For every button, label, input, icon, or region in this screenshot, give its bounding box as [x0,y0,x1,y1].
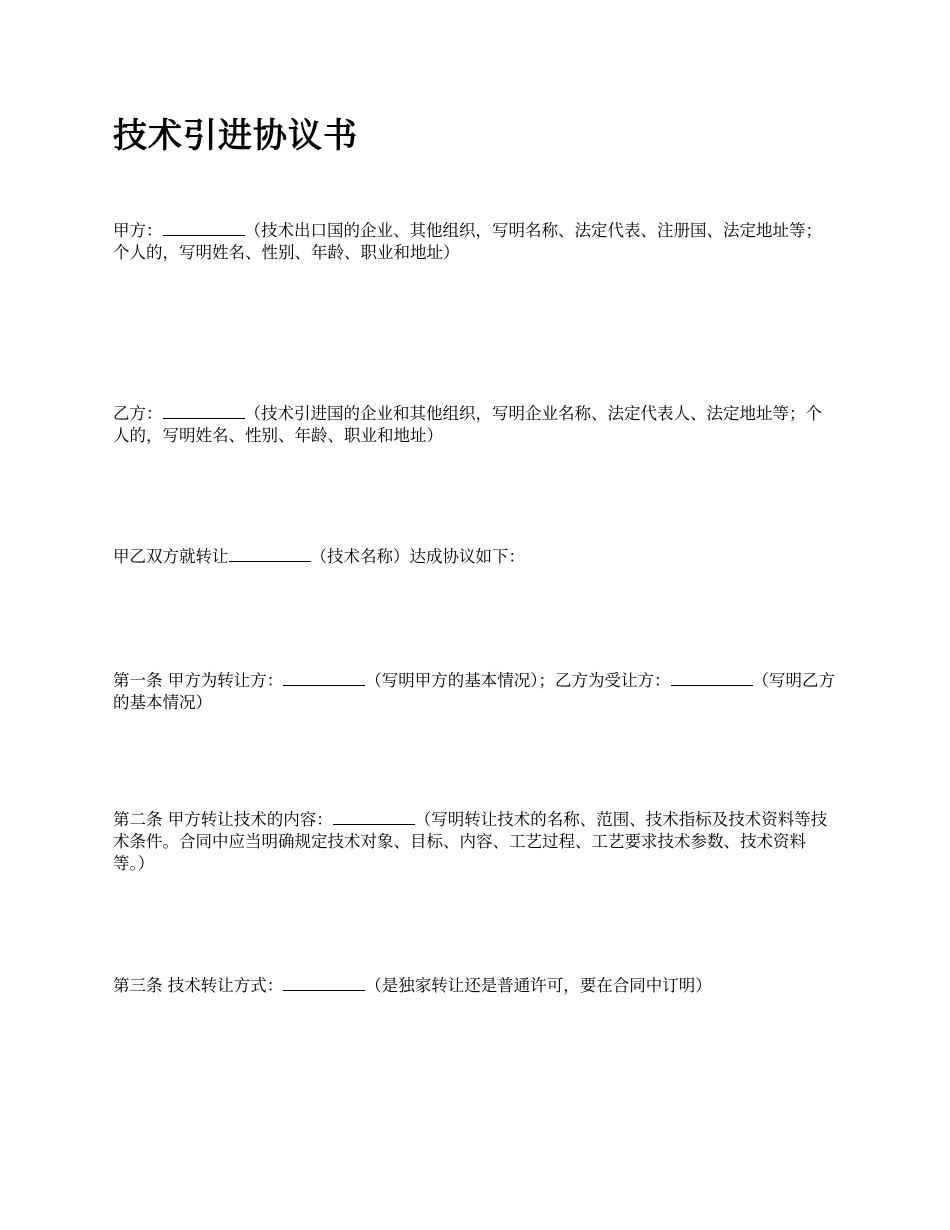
transferee-blank [671,671,753,686]
technology-content-blank [333,810,415,825]
article-2-suffix: （写明转让技术的名称、范围、技术指标及技术资料等技术条件。合同中应当明确规定技术对象、目标、内容、工艺过程、工艺要求技术参数、技术资料等。） [113,810,828,873]
article-1-prefix: 第一条 甲方为转让方： [113,671,284,690]
article-1-suffix: （写明乙方的基本情况） [113,671,835,712]
party-a-label: 甲方： [113,221,163,240]
transferor-blank [283,671,365,686]
article-1-middle: （写明甲方的基本情况）；乙方为受让方： [365,671,671,690]
agreement-paragraph [113,546,838,568]
document-title: 技术引进协议书 [113,116,358,156]
party-b-blank [163,404,245,419]
transfer-method-blank [283,976,365,991]
party-b-note: （技术引进国的企业和其他组织，写明企业名称、法定代表人、法定地址等；个人的，写明姓名、性别、年龄、职业和地址） [113,404,822,445]
party-a-blank [163,221,245,236]
article-2-paragraph [113,809,838,875]
article-3-suffix: （是独家转让还是普通许可，要在合同中订明） [365,976,712,995]
article-3-paragraph [113,975,838,997]
article-1-paragraph [113,670,838,714]
party-a-paragraph [113,220,838,264]
party-b-label: 乙方： [113,404,163,423]
article-2-prefix: 第二条 甲方转让技术的内容： [113,810,333,829]
technology-name-blank [229,547,311,562]
party-b-paragraph [113,403,838,447]
agreement-prefix: 甲乙双方就转让 [113,547,229,566]
agreement-suffix: （技术名称）达成协议如下： [310,547,525,566]
article-3-prefix: 第三条 技术转让方式： [113,976,284,995]
party-a-note: （技术出口国的企业、其他组织，写明名称、法定代表、注册国、法定地址等；个人的，写明姓名、性别、年龄、职业和地址） [113,221,822,262]
